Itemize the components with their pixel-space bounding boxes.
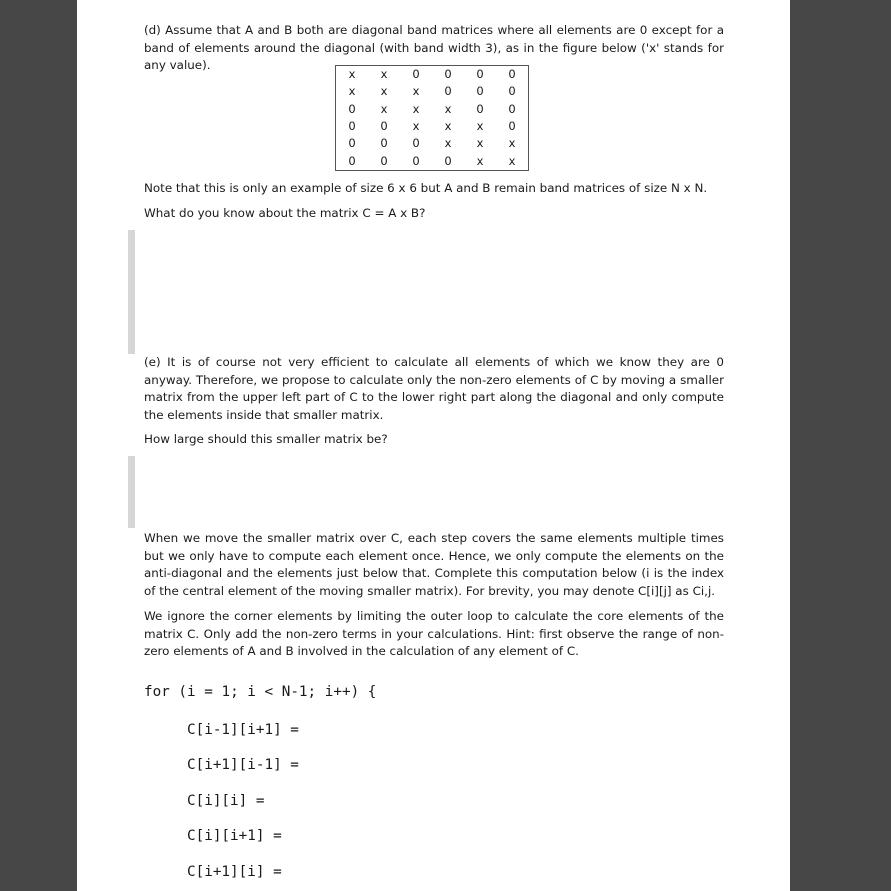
matrix-cell: x	[348, 84, 356, 99]
matrix-cell: 0	[508, 101, 516, 116]
matrix-cell: 0	[508, 84, 516, 99]
part-f-paragraph-2: We ignore the corner elements by limiting the outer loop to calculate the core elements of the matrix C. Only add the non-zero terms in your calculations. Hint: first observe the range of non-zero elements of A and B involved in the calculation of any element of C.	[144, 609, 724, 659]
matrix-row	[336, 83, 529, 100]
matrix-row	[336, 101, 529, 118]
matrix-cell: 0	[476, 101, 484, 116]
matrix-row	[336, 135, 529, 152]
code-line-5: C[i+1][i] =	[187, 864, 282, 880]
matrix-cell: 0	[412, 136, 420, 151]
part-f-paragraph-1: When we move the smaller matrix over C, each step covers the same elements multiple times but we only have to compute each element once. Hence, we only compute the elements on the anti-diagonal and the elements just below that. Complete this computation below (i is the index of the central element of the moving smaller matrix). For brevity, you may denote C[i][j] as Ci,j.	[144, 531, 724, 598]
matrix-cell: 0	[476, 67, 484, 82]
matrix-cell: x	[412, 101, 420, 116]
matrix-cell: 0	[412, 153, 420, 168]
matrix-cell: x	[444, 119, 452, 134]
code-loop-header: for (i = 1; i < N-1; i++) {	[144, 684, 377, 700]
part-e-question: How large should this smaller matrix be?	[144, 432, 388, 446]
matrix-cell: x	[380, 101, 388, 116]
matrix-cell: x	[508, 136, 516, 151]
matrix-cell: 0	[444, 67, 452, 82]
matrix-cell: 0	[348, 119, 356, 134]
document-page	[77, 0, 790, 891]
matrix-cell: x	[476, 119, 484, 134]
matrix-cell: 0	[508, 119, 516, 134]
matrix-cell: 0	[412, 67, 420, 82]
matrix-cell: 0	[380, 136, 388, 151]
matrix-row	[336, 152, 529, 170]
matrix-cell: x	[508, 153, 516, 168]
matrix-cell: 0	[476, 84, 484, 99]
matrix-cell: x	[348, 67, 356, 82]
matrix-cell: x	[380, 84, 388, 99]
matrix-cell: 0	[348, 101, 356, 116]
part-d-note: Note that this is only an example of size 6 x 6 but A and B remain band matrices of size N x N.	[144, 181, 708, 195]
answer-box-d[interactable]	[128, 230, 135, 354]
matrix-cell: x	[444, 101, 452, 116]
code-line-4: C[i][i+1] =	[187, 828, 282, 844]
band-matrix-figure	[335, 65, 529, 171]
matrix-row	[336, 118, 529, 135]
matrix-cell: 0	[348, 136, 356, 151]
matrix-cell: x	[476, 153, 484, 168]
matrix-cell: 0	[444, 153, 452, 168]
part-d-intro: (d) Assume that A and B both are diagonal band matrices where all elements are 0 except for a band of elements around the diagonal (with band width 3), as in the figure below ('x' stands for any value).	[144, 23, 724, 73]
matrix-row	[336, 66, 529, 84]
code-line-2: C[i+1][i-1] =	[187, 757, 299, 773]
matrix-cell: 0	[444, 84, 452, 99]
matrix-cell: x	[444, 136, 452, 151]
code-line-3: C[i][i] =	[187, 793, 265, 809]
matrix-cell: x	[380, 67, 388, 82]
matrix-cell: x	[412, 119, 420, 134]
matrix-cell: 0	[380, 153, 388, 168]
matrix-cell: 0	[508, 67, 516, 82]
answer-box-e[interactable]	[128, 456, 135, 528]
matrix-cell: x	[412, 84, 420, 99]
part-d-question: What do you know about the matrix C = A x B?	[144, 206, 426, 220]
matrix-cell: x	[476, 136, 484, 151]
code-line-1: C[i-1][i+1] =	[187, 722, 299, 738]
matrix-cell: 0	[380, 119, 388, 134]
matrix-cell: 0	[348, 153, 356, 168]
part-e-intro: (e) It is of course not very efficient to calculate all elements of which we know they are 0 anyway. Therefore, we propose to calculate only the non-zero elements of C by moving a smaller matrix from the upper left part of C to the lower right part along the diagonal and only compute the elements inside that smaller matrix.	[144, 355, 724, 422]
